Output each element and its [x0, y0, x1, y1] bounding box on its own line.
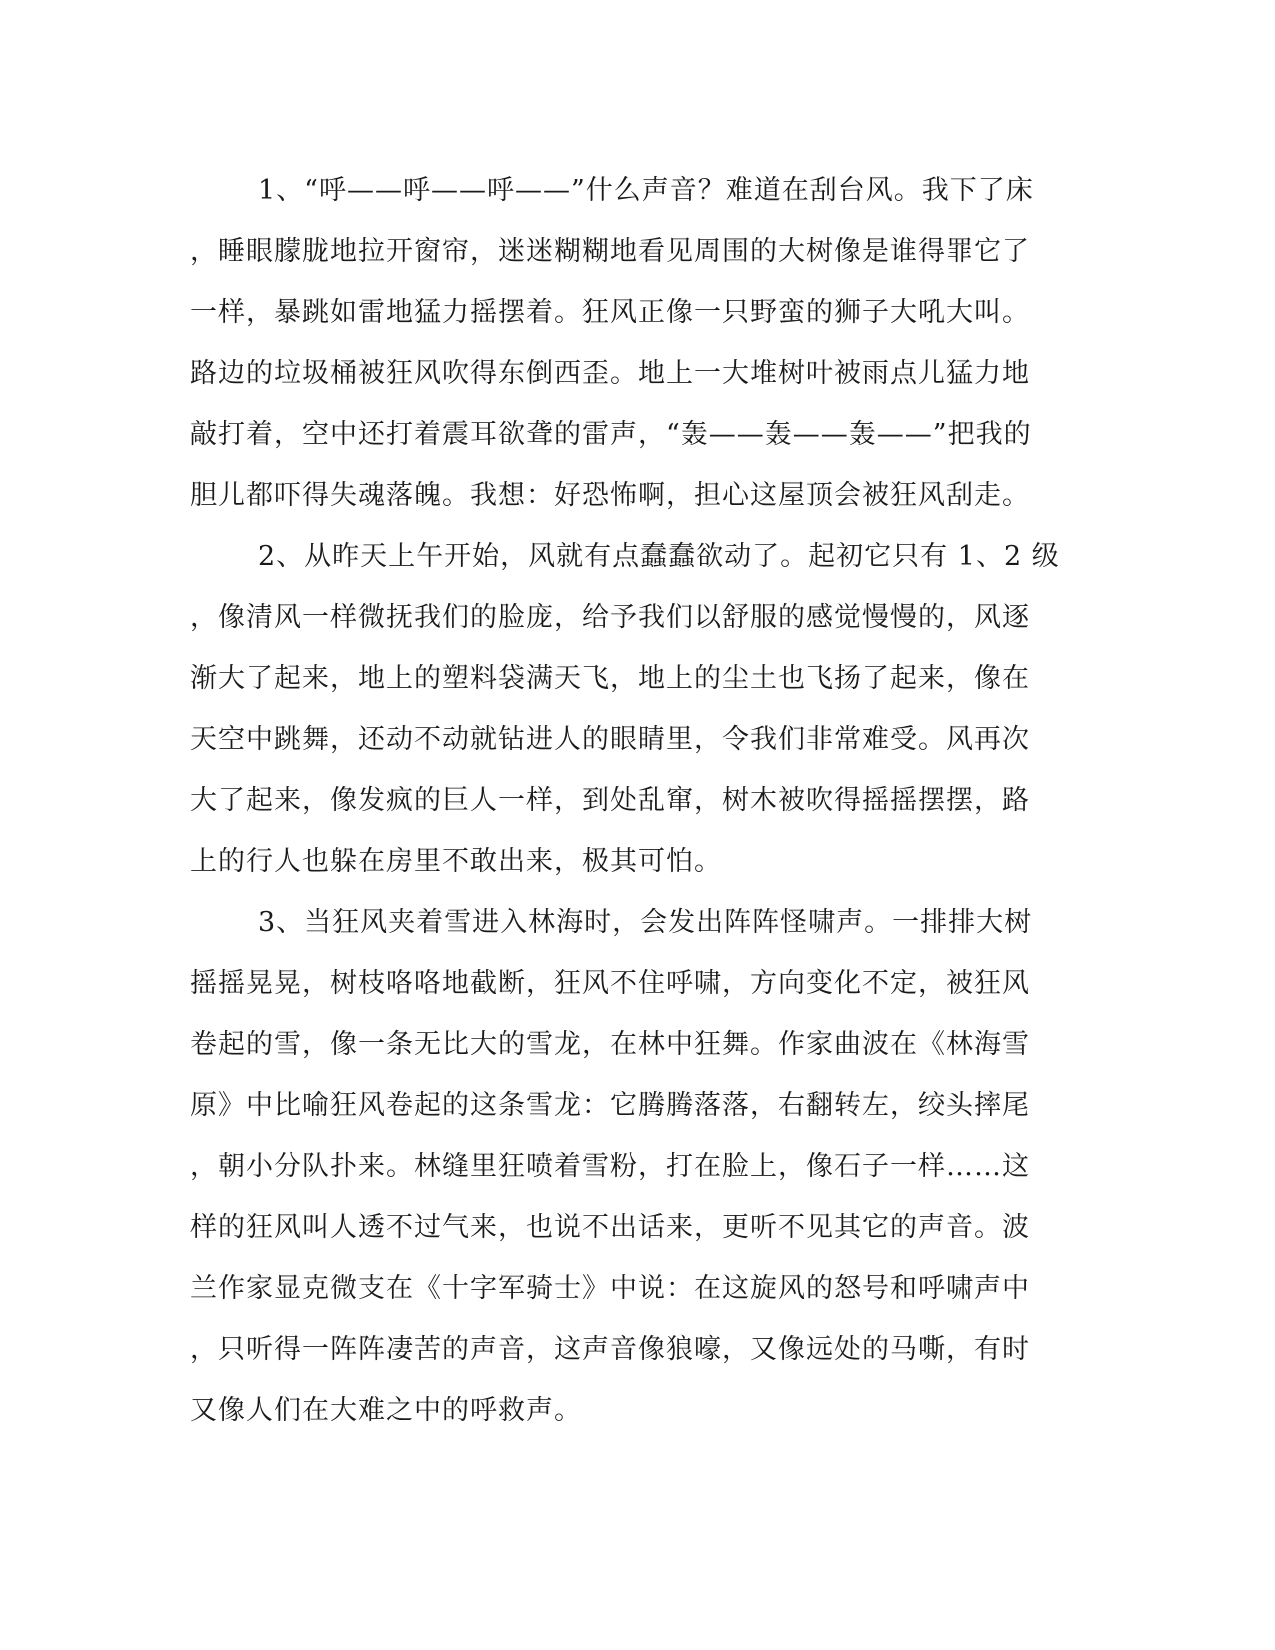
paragraph-line: ，只听得一阵阵凄苦的声音，这声音像狼嚎，又像远处的马嘶，有时 — [190, 1334, 1030, 1365]
paragraph-line: 又像人们在大难之中的呼救声。 — [190, 1395, 582, 1426]
paragraph-line: 大了起来，像发疯的巨人一样，到处乱窜，树木被吹得摇摇摆摆，路 — [190, 785, 1030, 816]
paragraph-line: 天空中跳舞，还动不动就钻进人的眼睛里，令我们非常难受。风再次 — [190, 724, 1030, 755]
paragraph-line: 卷起的雪，像一条无比大的雪龙，在林中狂舞。作家曲波在《林海雪 — [190, 1029, 1030, 1060]
paragraph-line: 胆儿都吓得失魂落魄。我想：好恐怖啊，担心这屋顶会被狂风刮走。 — [190, 480, 1030, 511]
paragraph-2 — [190, 526, 1070, 892]
paragraph-line: 敲打着，空中还打着震耳欲聋的雷声，“轰——轰——轰——”把我的 — [190, 419, 1032, 450]
paragraph-line: ，睡眼朦胧地拉开窗帘，迷迷糊糊地看见周围的大树像是谁得罪它了 — [190, 236, 1030, 267]
paragraph-3 — [190, 892, 1070, 1441]
paragraph-line: 渐大了起来，地上的塑料袋满天飞，地上的尘土也飞扬了起来，像在 — [190, 663, 1030, 694]
paragraph-line: ，朝小分队扑来。林缝里狂喷着雪粉，打在脸上，像石子一样……这 — [190, 1151, 1030, 1182]
paragraph-1 — [190, 160, 1070, 526]
paragraph-line: 1、“呼——呼——呼——”什么声音？难道在刮台风。我下了床 — [258, 175, 1034, 206]
paragraph-line: 2、从昨天上午开始，风就有点蠢蠢欲动了。起初它只有 1、2 级 — [258, 541, 1060, 572]
paragraph-line: ，像清风一样微抚我们的脸庞，给予我们以舒服的感觉慢慢的，风逐 — [190, 602, 1030, 633]
paragraph-line: 上的行人也躲在房里不敢出来，极其可怕。 — [190, 846, 722, 877]
paragraph-line: 样的狂风叫人透不过气来，也说不出话来，更听不见其它的声音。波 — [190, 1212, 1030, 1243]
paragraph-line: 3、当狂风夹着雪进入林海时，会发出阵阵怪啸声。一排排大树 — [258, 907, 1033, 938]
paragraph-line: 摇摇晃晃，树枝咯咯地截断，狂风不住呼啸，方向变化不定，被狂风 — [190, 968, 1030, 999]
paragraph-line: 路边的垃圾桶被狂风吹得东倒西歪。地上一大堆树叶被雨点儿猛力地 — [190, 358, 1030, 389]
paragraph-line: 原》中比喻狂风卷起的这条雪龙：它腾腾落落，右翻转左，绞头摔尾 — [190, 1090, 1030, 1121]
paragraph-line: 兰作家显克微支在《十字军骑士》中说：在这旋风的怒号和呼啸声中 — [190, 1273, 1030, 1304]
paragraph-line: 一样，暴跳如雷地猛力摇摆着。狂风正像一只野蛮的狮子大吼大叫。 — [190, 297, 1030, 328]
document-body — [190, 160, 1070, 1441]
